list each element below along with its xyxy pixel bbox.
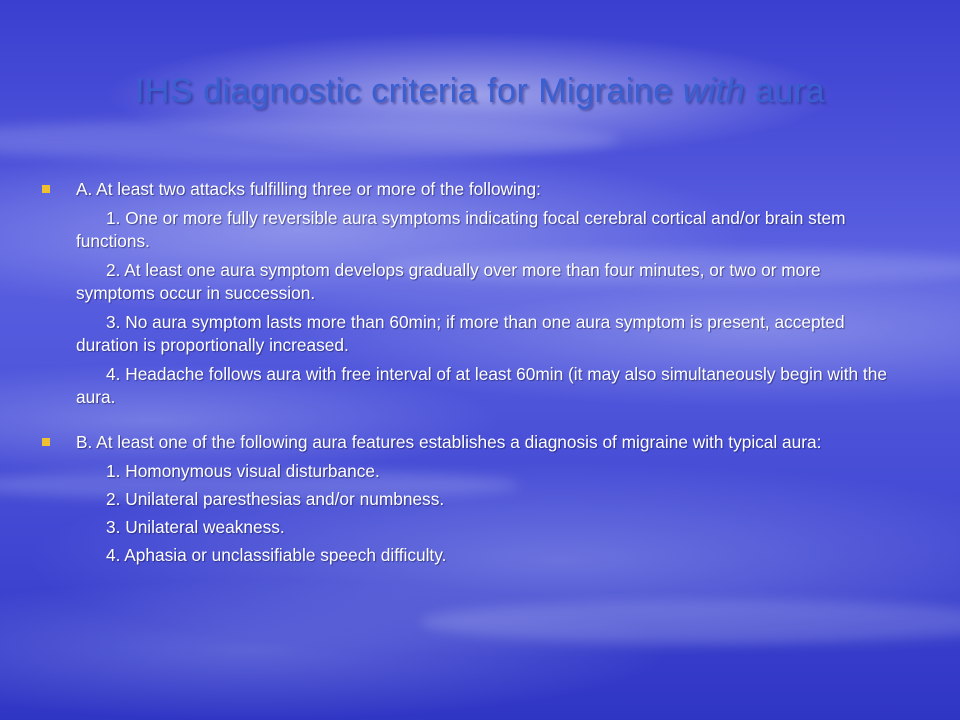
slide-title	[0, 72, 960, 111]
bullet-b	[42, 431, 902, 454]
square-bullet-icon	[42, 438, 50, 446]
feature-b-1: 1. Homonymous visual disturbance.	[106, 461, 380, 481]
criterion-a-2: 2. At least one aura symptom develops gradually over more than four minutes, or two or more symptoms occur in succession.	[76, 260, 821, 303]
slide-content	[42, 178, 902, 567]
title-suffix: aura	[745, 72, 826, 110]
square-bullet-icon	[42, 185, 50, 193]
background-streak	[420, 600, 960, 644]
bullet-b-text: B. At least one of the following aura features establishes a diagnosis of migraine with typical aura:	[76, 432, 822, 452]
title-prefix: IHS diagnostic criteria for Migraine	[134, 72, 683, 110]
criterion-a-4: 4. Headache follows aura with free interval of at least 60min (it may also simultaneously begin with the aura.	[76, 364, 887, 407]
feature-b-2: 2. Unilateral paresthesias and/or numbness.	[106, 489, 445, 509]
feature-b-4: 4. Aphasia or unclassifiable speech difficulty.	[106, 545, 447, 565]
criterion-a-1: 1. One or more fully reversible aura symptoms indicating focal cerebral cortical and/or brain stem functions.	[76, 208, 846, 251]
title-italic: with	[682, 72, 746, 110]
criterion-a-3: 3. No aura symptom lasts more than 60min; if more than one aura symptom is present, accepted duration is proportionally increased.	[76, 312, 845, 355]
background-streak	[0, 120, 620, 160]
feature-b-3: 3. Unilateral weakness.	[106, 517, 285, 537]
bullet-a-text: A. At least two attacks fulfilling three or more of the following:	[76, 179, 541, 199]
bullet-a	[42, 178, 902, 201]
